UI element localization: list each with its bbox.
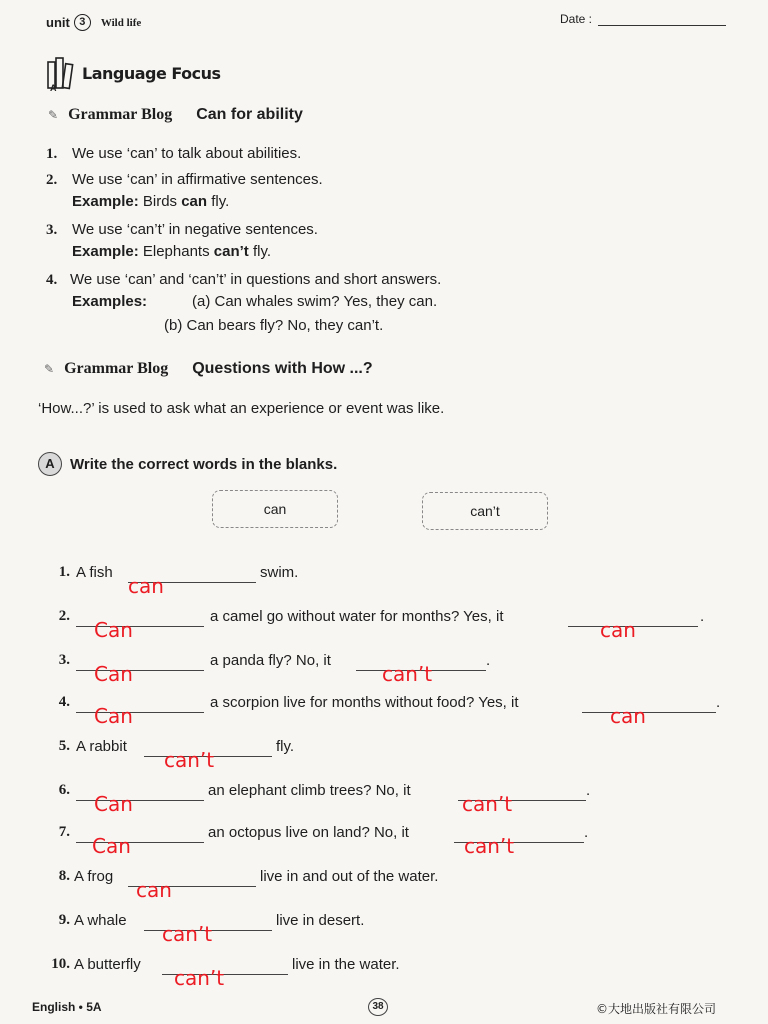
question-8	[40, 866, 740, 902]
handwritten-answer: can	[610, 704, 646, 728]
answer-blank[interactable]	[454, 834, 584, 858]
question-number: 1.	[58, 564, 70, 580]
answer-blank[interactable]	[568, 618, 698, 642]
question-text: live in and out of the water.	[260, 868, 439, 885]
language-focus-heading	[46, 54, 221, 92]
question-number: 2.	[58, 608, 70, 624]
question-text: A frog	[74, 868, 114, 885]
exercise-instruction: Write the correct words in the blanks.	[70, 455, 338, 473]
question-text: an octopus live on land? No, it	[208, 824, 409, 841]
handwritten-answer: can’t	[464, 834, 515, 858]
rule-4	[46, 270, 646, 340]
exercise-badge: A	[38, 452, 62, 476]
grammar-blog-label: Grammar Blog	[68, 106, 173, 123]
example-text: (b) Can bears fly? No, they can’t.	[164, 317, 384, 334]
question-text: .	[716, 694, 721, 711]
question-number: 4.	[58, 694, 70, 710]
grammar-blog-topic: Questions with How ...?	[192, 360, 373, 377]
books-icon	[46, 54, 76, 92]
question-number: 6.	[58, 782, 70, 798]
question-3	[40, 650, 740, 686]
rule-number: 2.	[46, 172, 58, 188]
rule-example	[72, 192, 229, 212]
pencil-icon: ✎	[44, 362, 55, 376]
grammar-blog-2-heading	[44, 360, 373, 378]
handwritten-answer: can’t	[174, 966, 225, 990]
answer-blank[interactable]	[76, 834, 204, 858]
svg-text:A: A	[50, 83, 57, 92]
question-1	[40, 562, 740, 598]
question-text: .	[486, 652, 491, 669]
question-4	[40, 692, 740, 728]
rule-example	[72, 242, 271, 262]
example-label: Examples:	[72, 293, 148, 310]
question-text: A fish	[76, 564, 113, 581]
example-text: fly.	[248, 243, 272, 260]
question-number: 5.	[58, 738, 70, 754]
rule-text: We use ‘can’t’ in negative sentences.	[72, 221, 318, 238]
answer-blank[interactable]	[128, 574, 256, 598]
handwritten-answer: can’t	[164, 748, 215, 772]
page-number: 38	[368, 998, 388, 1016]
grammar-blog-2-text: ‘How...?’ is used to ask what an experience or event was like.	[38, 400, 445, 417]
unit-title: Wild life	[100, 16, 142, 29]
word-bank-cant: can’t	[422, 492, 548, 530]
answer-blank[interactable]	[458, 792, 586, 816]
question-6	[40, 780, 740, 816]
handwritten-answer: can	[600, 618, 636, 642]
date-label: Date :	[560, 12, 593, 26]
answer-blank[interactable]	[162, 966, 288, 990]
answer-blank[interactable]	[144, 922, 272, 946]
rule-text: We use ‘can’ in affirmative sentences.	[72, 171, 323, 188]
grammar-blog-1-heading	[48, 106, 303, 124]
handwritten-answer: Can	[94, 662, 133, 686]
rule-text: We use ‘can’ to talk about abilities.	[72, 145, 302, 162]
answer-blank[interactable]	[356, 662, 486, 686]
handwritten-answer: can’t	[382, 662, 433, 686]
example-text: Birds	[142, 193, 182, 210]
rule-number: 1.	[46, 146, 58, 162]
rule-number: 3.	[46, 222, 58, 238]
question-text: fly.	[276, 738, 295, 755]
rule-3	[46, 220, 646, 264]
handwritten-answer: Can	[94, 704, 133, 728]
handwritten-answer: can	[128, 574, 164, 598]
example-text: (a) Can whales swim? Yes, they can.	[192, 293, 438, 310]
question-number: 10.	[51, 956, 70, 972]
question-text: A rabbit	[76, 738, 127, 755]
question-number: 8.	[58, 868, 70, 884]
grammar-blog-topic: Can for ability	[196, 106, 303, 123]
rule-2	[46, 170, 646, 214]
question-9	[40, 910, 740, 946]
question-2	[40, 606, 740, 642]
question-number: 3.	[58, 652, 70, 668]
question-text: .	[586, 782, 591, 799]
answer-blank[interactable]	[76, 618, 204, 642]
question-text: live in desert.	[276, 912, 365, 929]
example-keyword: can	[181, 193, 208, 210]
handwritten-answer: can	[136, 878, 172, 902]
question-text: live in the water.	[292, 956, 400, 973]
word-bank-can: can	[212, 490, 338, 528]
question-text: swim.	[260, 564, 299, 581]
footer-book-label: English • 5A	[32, 1000, 102, 1014]
handwritten-answer: Can	[92, 834, 131, 858]
example-text: fly.	[207, 193, 230, 210]
question-text: a scorpion live for months without food? Yes, it	[210, 694, 519, 711]
question-number: 7.	[58, 824, 70, 840]
rule-1	[46, 144, 646, 164]
unit-label: unit	[46, 15, 70, 30]
question-number: 9.	[58, 912, 70, 928]
question-7	[40, 822, 740, 858]
answer-blank[interactable]	[128, 878, 256, 902]
footer-copyright: ©大地出版社有限公司	[596, 1002, 717, 1016]
pencil-icon: ✎	[48, 108, 59, 122]
example-keyword: can’t	[213, 243, 249, 260]
question-text: a camel go without water for months? Yes, it	[210, 608, 504, 625]
example-label: Example:	[72, 243, 139, 260]
handwritten-answer: Can	[94, 618, 133, 642]
answer-blank[interactable]	[76, 662, 204, 686]
handwritten-answer: can’t	[162, 922, 213, 946]
rule-number: 4.	[46, 272, 58, 288]
answer-blank[interactable]	[582, 704, 716, 728]
exercise-a-heading	[38, 452, 337, 476]
handwritten-answer: can’t	[462, 792, 513, 816]
date-blank	[598, 13, 726, 26]
example-text: Elephants	[142, 243, 214, 260]
answer-blank[interactable]	[76, 792, 204, 816]
date-field	[560, 12, 726, 26]
unit-header	[46, 14, 141, 31]
question-5	[40, 736, 740, 772]
question-text: .	[700, 608, 705, 625]
grammar-blog-label: Grammar Blog	[64, 360, 169, 377]
rule-text: We use ‘can’ and ‘can’t’ in questions and short answers.	[70, 271, 442, 288]
question-text: a panda fly? No, it	[210, 652, 331, 669]
question-10	[40, 954, 740, 990]
question-text: an elephant climb trees? No, it	[208, 782, 411, 799]
answer-blank[interactable]	[144, 748, 272, 772]
answer-blank[interactable]	[76, 704, 204, 728]
question-text: A whale	[74, 912, 127, 929]
question-text: .	[584, 824, 589, 841]
handwritten-answer: Can	[94, 792, 133, 816]
unit-number-badge: 3	[74, 14, 91, 31]
question-text: A butterfly	[74, 956, 141, 973]
grammar-rules	[46, 144, 646, 344]
example-label: Example:	[72, 193, 139, 210]
language-focus-title: Language Focus	[82, 63, 221, 83]
